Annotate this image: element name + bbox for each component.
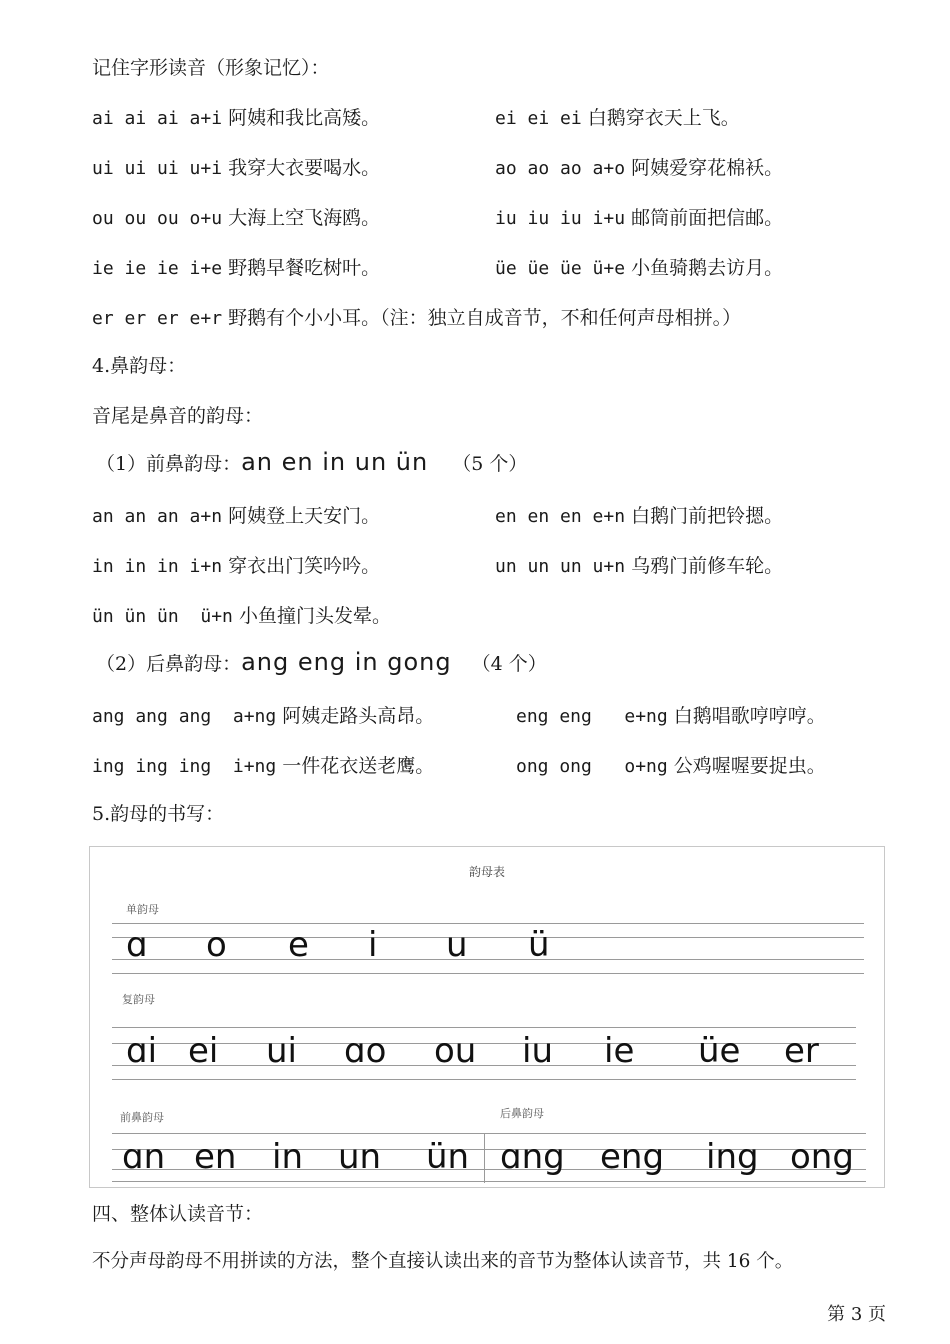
single-row [126, 925, 588, 965]
front-nasal-count: （5 个） [452, 453, 528, 475]
pinyin-left: ing ing ing i+ng [92, 756, 277, 777]
whole-syllable-title: 四、整体认读音节： [92, 1203, 264, 1225]
back-nasal-row [500, 1137, 860, 1177]
page-number: 第 3 页 [827, 1304, 886, 1325]
final-letter: in [272, 1137, 303, 1177]
front-nasal-chart-label: 前鼻韵母 [120, 1111, 164, 1124]
phrase-right: 小鱼骑鹅去访月。 [631, 257, 784, 279]
phrase-left: 阿姨走路头高昂。 [282, 705, 435, 727]
compound-row-3-right [495, 206, 783, 231]
rule [112, 1133, 866, 1134]
phrase-right: 公鸡喔喔要捉虫。 [673, 755, 826, 777]
pinyin-left: ai ai ai a+i [92, 108, 223, 129]
compound-row-3 [92, 206, 380, 231]
back-nasal-count: （4 个） [471, 653, 547, 675]
back-nasal-heading [96, 650, 547, 676]
phrase-left: 阿姨登上天安门。 [228, 505, 381, 527]
compound-row-2-right [495, 156, 783, 181]
back-nasal-label: （2）后鼻韵母： [96, 653, 242, 675]
rule [112, 1079, 856, 1080]
pinyin-left: an an an a+n [92, 506, 223, 527]
back-nasal-chart-label: 后鼻韵母 [500, 1107, 544, 1120]
pinyin-right: eng eng e+ng [516, 706, 668, 727]
phrase-right: 白鹅穿衣天上飞。 [587, 107, 740, 129]
front-row-2-right [495, 554, 783, 579]
front-nasal-heading [96, 450, 527, 476]
phrase-right: 邮筒前面把信邮。 [631, 207, 784, 229]
phrase-right: 乌鸦门前修车轮。 [631, 555, 784, 577]
pinyin-un: ün ün ün ü+n [92, 606, 233, 627]
final-letter: ei [188, 1031, 219, 1071]
pinyin-left: ie ie ie i+e [92, 258, 223, 279]
final-letter: er [784, 1031, 819, 1071]
pinyin-right: en en en e+n [495, 506, 626, 527]
phrase-left: 大海上空飞海鸥。 [228, 207, 381, 229]
final-letter: üe [698, 1031, 741, 1071]
front-nasal-pinyin: an en in un ün [241, 448, 429, 476]
final-letter: ie [604, 1031, 635, 1071]
phrase-right: 白鹅门前把铃摁。 [631, 505, 784, 527]
rule [112, 1027, 856, 1028]
pinyin-right: üe üe üe ü+e [495, 258, 626, 279]
compound-row-4 [92, 256, 380, 281]
pinyin-left: ou ou ou o+u [92, 208, 223, 229]
rule [112, 1181, 866, 1182]
er-row [92, 306, 741, 331]
final-letter: eng [600, 1137, 665, 1177]
nasal-title: 4.鼻韵母： [92, 355, 187, 377]
phrase-un: 小鱼撞门头发晕。 [238, 605, 391, 627]
final-letter: un [338, 1137, 382, 1177]
pinyin-left: ui ui ui u+i [92, 158, 223, 179]
back-row-2-right [516, 754, 826, 779]
pinyin-left: ang ang ang a+ng [92, 706, 277, 727]
phrase-left: 穿衣出门笑吟吟。 [228, 555, 381, 577]
rule [112, 973, 864, 974]
yunmu-chart-image [89, 846, 885, 1188]
un-row [92, 604, 391, 629]
phrase-left: 一件花衣送老鹰。 [282, 755, 435, 777]
pinyin-right: ao ao ao a+o [495, 158, 626, 179]
final-letter: ɑn [122, 1137, 166, 1177]
final-letter: iu [522, 1031, 553, 1071]
final-letter: ui [266, 1031, 297, 1071]
final-letter: ɑo [344, 1031, 387, 1071]
final-letter: i [368, 925, 378, 965]
phrase-left: 野鹅早餐吃树叶。 [228, 257, 381, 279]
phrase-right: 白鹅唱歌哼哼哼。 [673, 705, 826, 727]
writing-title: 5.韵母的书写： [92, 803, 225, 825]
front-nasal-label: （1）前鼻韵母： [96, 453, 242, 475]
compound-row-2 [92, 156, 380, 181]
back-row-1-right [516, 704, 826, 729]
compound-row-1 [92, 106, 380, 131]
back-row-1 [92, 704, 434, 729]
phrase-left: 我穿大衣要喝水。 [228, 157, 381, 179]
back-nasal-pinyin: ang eng in gong [241, 648, 452, 676]
pinyin-left: in in in i+n [92, 556, 223, 577]
memory-title: 记住字形读音（形象记忆）： [92, 57, 330, 79]
pinyin-right: ong ong o+ng [516, 756, 668, 777]
compound-row-4-right [495, 256, 783, 281]
whole-syllable-desc: 不分声母韵母不用拼读的方法，整个直接认读出来的音节为整体认读音节，共 16 个。 [92, 1251, 794, 1272]
column-divider [484, 1133, 485, 1183]
front-nasal-row [122, 1137, 476, 1177]
compound-label: 复韵母 [122, 993, 155, 1006]
final-letter: ɑi [126, 1031, 158, 1071]
rule [112, 923, 864, 924]
nasal-desc: 音尾是鼻音的韵母： [92, 405, 264, 427]
final-letter: e [288, 925, 309, 965]
phrase-er: 野鹅有个小小耳。（注：独立自成音节，不和任何声母相拼。） [228, 307, 742, 329]
final-letter: ou [434, 1031, 477, 1071]
final-letter: o [206, 925, 227, 965]
pinyin-right: iu iu iu i+u [495, 208, 626, 229]
pinyin-right: ei ei ei [495, 108, 582, 129]
single-label: 单韵母 [126, 903, 159, 916]
final-letter: ong [790, 1137, 854, 1177]
compound-row [126, 1031, 834, 1071]
front-row-1-right [495, 504, 783, 529]
final-letter: ɑng [500, 1137, 565, 1177]
phrase-right: 阿姨爱穿花棉袄。 [631, 157, 784, 179]
back-row-2 [92, 754, 434, 779]
final-letter: ü [528, 925, 550, 965]
final-letter: ün [426, 1137, 470, 1177]
compound-row-1-right [495, 106, 740, 131]
phrase-left: 阿姨和我比高矮。 [228, 107, 381, 129]
pinyin-er: er er er e+r [92, 308, 223, 329]
final-letter: en [194, 1137, 237, 1177]
final-letter: u [446, 925, 468, 965]
final-letter: ing [706, 1137, 759, 1177]
pinyin-right: un un un u+n [495, 556, 626, 577]
final-letter: ɑ [126, 925, 148, 965]
chart-title: 韵母表 [468, 865, 505, 879]
front-row-2 [92, 554, 380, 579]
front-row-1 [92, 504, 380, 529]
